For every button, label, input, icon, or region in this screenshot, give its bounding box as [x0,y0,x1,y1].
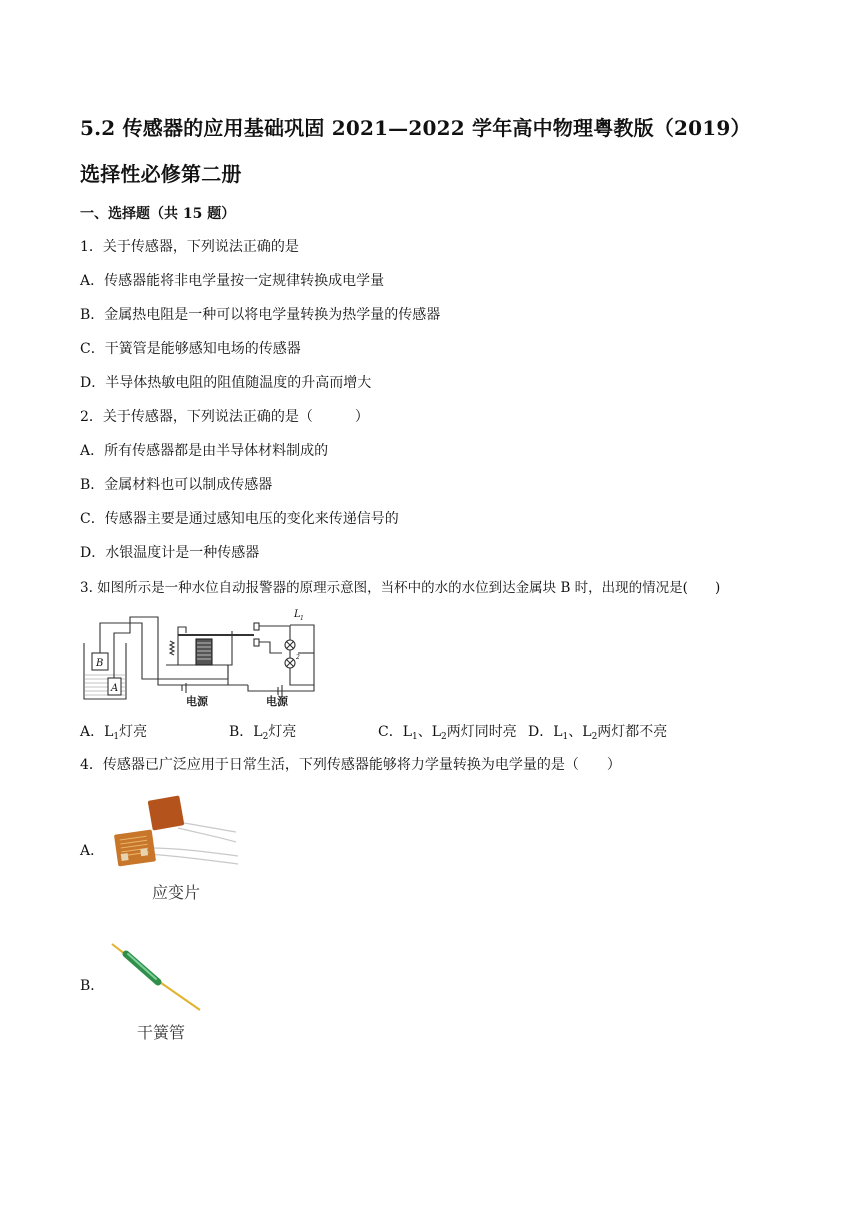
question-2-option-a: A．所有传感器都是由半导体材料制成的 [80,443,329,459]
question-4-stem: 4．传感器已广泛应用于日常生活，下列传感器能够将力学量转换为电学量的是（ ） [80,757,621,773]
strain-gauge-bottom [114,830,156,867]
question-3-option-b: B．$L_2$灯亮 [229,724,297,742]
page-title: 5.2 传感器的应用基础巩固 2021—2022 学年高中物理粤教版（2019） [80,116,751,140]
question-1-option-a: A．传感器能将非电学量按一定规律转换成电学量 [80,273,385,289]
label-block-b: B [96,658,104,669]
reed-switch-caption: 干簧管 [137,1023,186,1042]
question-4-option-b-letter: B． [80,978,105,994]
reed-switch-image [108,940,208,1012]
question-2-option-c: C．传感器主要是通过感知电压的变化来传递信号的 [80,511,399,527]
page-title-line2: 选择性必修第二册 [80,162,242,186]
question-2-stem: 2．关于传感器，下列说法正确的是（ ） [80,409,369,425]
strain-gauge-image [108,790,243,872]
label-power-1: 电源 [186,695,208,707]
label-lamp1-sub: 1 [300,615,304,622]
question-4-option-a-letter: A． [80,843,105,859]
question-3-stem: 3. 如图所示是一种水位自动报警器的原理示意图，当杯中的水的水位到达金属块 B 时，出现的情况是( ) [80,580,721,596]
question-1-option-b: B．金属热电阻是一种可以将电学量转换为热学量的传感器 [80,307,441,323]
strain-gauge-caption: 应变片 [152,883,201,902]
label-block-a: A [111,683,119,694]
question-3-option-a: A．$L_1$灯亮 [80,724,148,742]
question-3-option-c: C．$L_1$、$L_2$两灯同时亮 [378,724,517,742]
question-1-option-c: C．干簧管是能够感知电场的传感器 [80,341,301,357]
strain-gauge-top [148,795,185,830]
label-lamp1: L [294,609,301,620]
question-3-option-d: D．$L_1$、$L_2$两灯都不亮 [528,724,668,742]
question-2-option-d: D．水银温度计是一种传感器 [80,545,260,561]
section-heading: 一、选择题（共 15 题） [80,206,236,222]
question-1-option-d: D．半导体热敏电阻的阻值随温度的升高而增大 [80,375,372,391]
water-level-alarm-diagram [82,605,328,707]
label-lamp2-sub: 2 [296,654,300,661]
question-2-option-b: B．金属材料也可以制成传感器 [80,477,273,493]
question-1-stem: 1．关于传感器，下列说法正确的是 [80,239,299,255]
label-power-2: 电源 [266,695,288,707]
